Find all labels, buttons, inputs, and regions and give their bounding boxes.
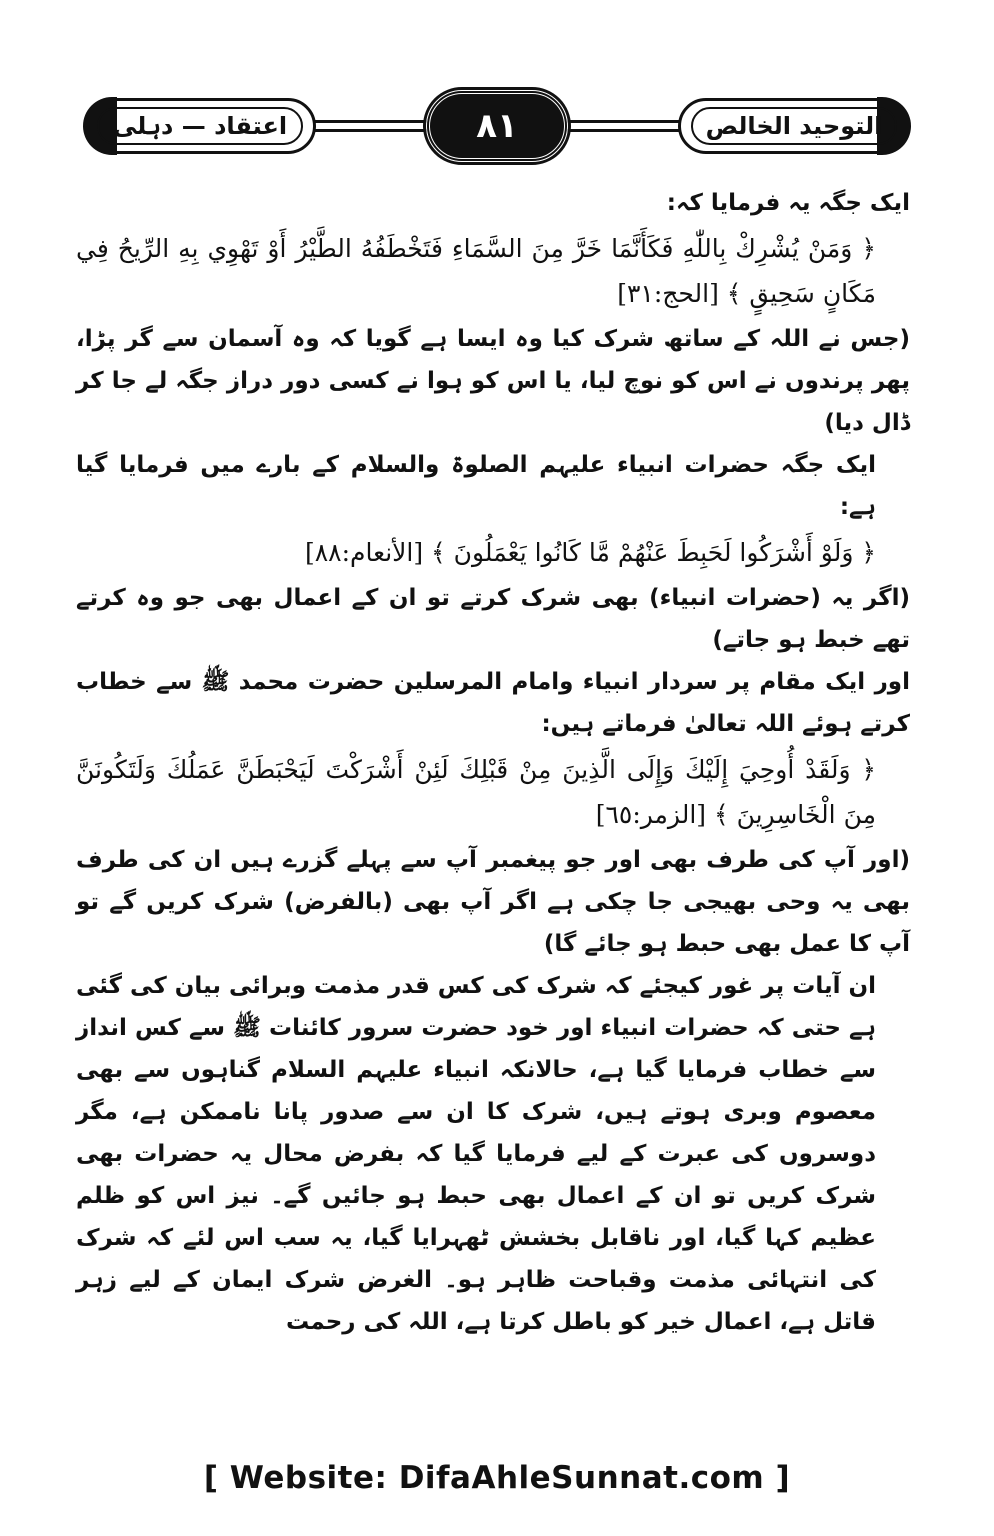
- quran-verse-1: ﴿ وَمَنْ يُشْرِكْ بِاللّٰهِ فَكَأَنَّمَا خَرَّ مِنَ السَّمَاءِ فَتَخْطَفُهُ الطَّيْرُ أَوْ تَهْوِي بِهِ الرِّيحُ فِي مَكَانٍ سَحِيقٍ ﴾ [الحج:٣١]: [76, 234, 876, 308]
- intro-paragraph-3: اور ایک مقام پر سردار انبیاء وامام المرسلین حضرت محمد ﷺ سے خطاب کرتے ہوئے اللہ تعالیٰ فرماتے ہیں:: [76, 669, 910, 737]
- book-title-banner: [678, 98, 910, 154]
- translation-2: (اگر یہ (حضرات انبیاء) بھی شرک کرتے تو ان کے اعمال بھی جو وہ کرتے تھے خبط ہو جاتے): [76, 585, 910, 653]
- page-body: [76, 182, 910, 1343]
- quran-verse-3: ﴿ وَلَقَدْ أُوحِيَ إِلَيْكَ وَإِلَى الَّذِينَ مِنْ قَبْلِكَ لَئِنْ أَشْرَكْتَ لَيَحْبَطَنَّ عَمَلُكَ وَلَتَكُونَنَّ مِنَ الْخَاسِرِينَ ﴾ [الزمر:٦٥]: [76, 755, 876, 829]
- intro-paragraph-2: ایک جگہ حضرات انبیاء علیہم الصلوۃ والسلام کے بارے میں فرمایا گیا ہے:: [76, 452, 876, 520]
- translation-1: (جس نے اللہ کے ساتھ شرک کیا وہ ایسا ہے گویا کہ وہ آسمان سے گر پڑا، پھر پرندوں نے اس کو نوچ لیا، یا اس کو ہوا نے کسی دور دراز جگہ لے جا کر ڈال دیا): [76, 326, 910, 436]
- commentary-paragraph: ان آیات پر غور کیجئے کہ شرک کی کس قدر مذمت وبرائی بیان کی گئی ہے حتی کہ حضرات انبیاء اور خود حضرت سرور کائنات ﷺ سے کس انداز سے خطاب فرمایا گیا ہے، حالانکہ انبیاء علیہم السلام گناہوں سے بھی معصوم وبری ہوتے ہیں، شرک کا ان سے صدور پانا ناممکن ہے، مگر دوسروں کی عبرت کے لیے فرمایا گیا کہ بفرض محال یہ حضرات بھی شرک کریں تو ان کے اعمال بھی حبط ہو جائیں گے۔ نیز اس کو ظلم عظیم کہا گیا، اور ناقابل بخشش ٹھہرایا گیا، یہ سب اس لئے کہ شرک کی انتہائی مذمت وقباحت ظاہر ہو۔ الغرض شرک ایمان کے لیے زہر قاتل ہے، اعمال خیر کو باطل کرتا ہے، اللہ کی رحمت: [76, 973, 876, 1335]
- translation-3: (اور آپ کی طرف بھی اور جو پیغمبر آپ سے پہلے گزرے ہیں ان کی طرف بھی یہ وحی بھیجی جا چکی ہے اگر آپ بھی (بالفرض) شرک کریں گے تو آپ کا عمل بھی حبط ہو جائے گا): [76, 847, 910, 957]
- intro-paragraph-1: ایک جگہ یہ فرمایا کہ:: [666, 190, 910, 216]
- page-header: [84, 90, 910, 164]
- website-footer: [ Website: DifaAhleSunnat.com ]: [203, 1460, 791, 1496]
- banner-cap: [83, 97, 117, 155]
- publisher-banner: [84, 98, 316, 154]
- publisher-label: اعتقاد — دہلی: [112, 112, 288, 140]
- book-title: التوحید الخالص: [705, 112, 883, 140]
- page-number: ٨١: [426, 90, 568, 162]
- quran-verse-2: ﴿ وَلَوْ أَشْرَكُوا لَحَبِطَ عَنْهُمْ مَّا كَانُوا يَعْمَلُونَ ﴾ [الأنعام:٨٨]: [304, 538, 876, 567]
